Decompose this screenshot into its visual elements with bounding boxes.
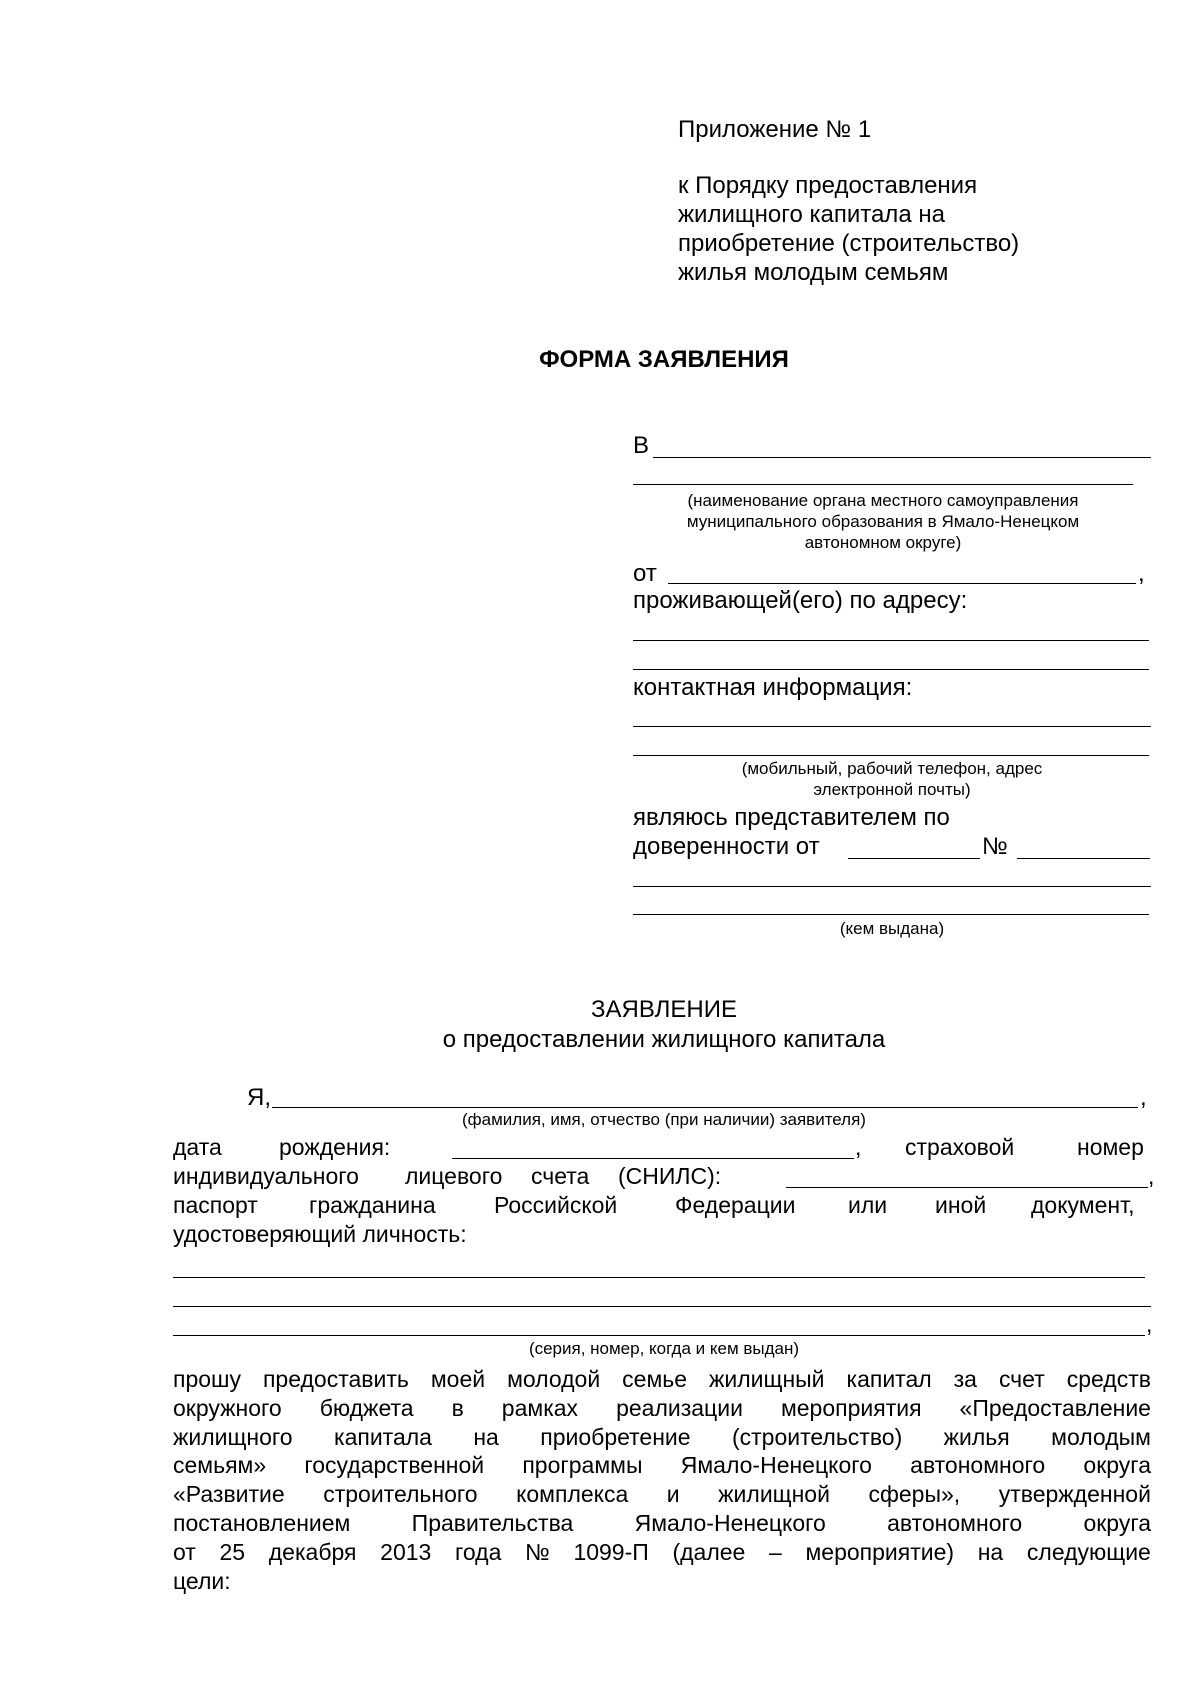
appendix-line: приобретение (строительство) xyxy=(678,230,1020,257)
paragraph-word: приобретение xyxy=(540,1423,691,1450)
paragraph-line xyxy=(173,1454,1151,1477)
paragraph-word: комплекса xyxy=(516,1481,629,1508)
comma: , xyxy=(1146,1311,1153,1337)
number-sign: № xyxy=(982,833,1008,860)
paragraph-word: молодой xyxy=(507,1366,601,1392)
paragraph-word: автономного xyxy=(910,1452,1046,1479)
full-name-hint: (фамилия, имя, отчество (при наличии) заявителя) xyxy=(462,1110,866,1129)
paragraph-word: реализации xyxy=(616,1394,743,1421)
paragraph-word: средств xyxy=(1066,1366,1151,1392)
contact-label: контактная информация: xyxy=(633,674,913,701)
paragraph-word: рамках xyxy=(501,1394,579,1421)
paragraph-word: моей xyxy=(430,1366,486,1392)
authority-field-line[interactable] xyxy=(633,484,1133,485)
appendix-line: к Порядку предоставления xyxy=(678,172,978,199)
birth-date-field-line[interactable] xyxy=(452,1158,854,1159)
paragraph-word: семьям» xyxy=(173,1452,267,1479)
comma: , xyxy=(1138,560,1145,587)
paragraph-word: 1099-П xyxy=(573,1538,649,1565)
passport-word: гражданина xyxy=(309,1192,436,1218)
attorney-date-field-line[interactable] xyxy=(848,858,980,859)
authority-field-line[interactable] xyxy=(653,457,1151,458)
statement-title: ЗАЯВЛЕНИЕ xyxy=(591,996,737,1023)
passport-hint: (серия, номер, когда и кем выдан) xyxy=(528,1339,800,1358)
comma: , xyxy=(1148,1163,1155,1189)
paragraph-line xyxy=(173,1368,1151,1391)
authority-hint: муниципального образования в Ямало-Ненецком xyxy=(686,512,1080,531)
paragraph-word: декабря xyxy=(268,1538,357,1565)
paragraph-word: жилищный xyxy=(709,1366,825,1392)
comma: , xyxy=(855,1134,862,1160)
attorney-number-field-line[interactable] xyxy=(1017,858,1150,859)
paragraph-word: от xyxy=(173,1538,196,1565)
paragraph-word: жилищной xyxy=(718,1481,830,1508)
paragraph-word: «Предоставление xyxy=(959,1394,1151,1421)
paragraph-word: Ямало-Ненецкого xyxy=(680,1452,872,1479)
passport-field-line[interactable] xyxy=(173,1335,1145,1336)
paragraph-word: окружного xyxy=(173,1394,282,1421)
paragraph-word: Ямало-Ненецкого xyxy=(634,1510,826,1536)
paragraph-line xyxy=(173,1512,1151,1535)
paragraph-word: – xyxy=(769,1538,782,1565)
paragraph-word: Правительства xyxy=(411,1510,574,1536)
contact-field-line[interactable] xyxy=(633,755,1149,756)
birth-word: дата xyxy=(173,1134,222,1160)
paragraph-word: и xyxy=(666,1481,680,1508)
statement-subtitle: о предоставлении жилищного капитала xyxy=(442,1026,886,1053)
paragraph-word: (строительство) xyxy=(731,1423,903,1450)
comma: , xyxy=(1140,1084,1147,1111)
paragraph-word: постановлением xyxy=(173,1510,351,1536)
authority-hint: автономном округе) xyxy=(804,533,962,552)
paragraph-word: на xyxy=(977,1538,1004,1565)
issued-by-field-line[interactable] xyxy=(633,886,1151,887)
snils-word: счета xyxy=(531,1163,590,1189)
paragraph-word: государственной xyxy=(304,1452,485,1479)
appendix-line: жилищного капитала на xyxy=(678,201,945,228)
paragraph-line xyxy=(173,1394,1151,1421)
passport-word: документ, xyxy=(1031,1192,1135,1218)
insurance-word: номер xyxy=(1077,1134,1144,1160)
address-field-line[interactable] xyxy=(633,669,1149,670)
paragraph-word: мероприятия xyxy=(780,1394,922,1421)
snils-word: (СНИЛС): xyxy=(618,1163,722,1189)
i-prefix: Я, xyxy=(247,1084,271,1111)
passport-field-line[interactable] xyxy=(173,1306,1151,1307)
form-title: ФОРМА ЗАЯВЛЕНИЯ xyxy=(539,346,789,373)
authority-hint: (наименование органа местного самоуправления xyxy=(687,491,1079,510)
paragraph-line xyxy=(173,1483,1151,1506)
applicant-name-field-line[interactable] xyxy=(668,583,1136,584)
paragraph-word: мероприятие) xyxy=(805,1538,955,1565)
contact-field-line[interactable] xyxy=(633,726,1151,727)
paragraph-word: семье xyxy=(622,1366,688,1392)
paragraph-word: в xyxy=(451,1394,464,1421)
paragraph-line xyxy=(173,1538,1151,1565)
full-name-field-line[interactable] xyxy=(272,1107,1138,1108)
paragraph-word: 25 xyxy=(219,1538,246,1565)
passport-word: или xyxy=(848,1192,888,1218)
snils-field-line[interactable] xyxy=(786,1187,1148,1188)
paragraph-word: капитал xyxy=(846,1366,932,1392)
identity-label: удостоверяющий личность: xyxy=(173,1221,467,1247)
issued-by-field-line[interactable] xyxy=(633,914,1149,915)
paragraph-word: жилищного xyxy=(173,1423,293,1450)
snils-word: лицевого xyxy=(405,1163,503,1189)
paragraph-word: округа xyxy=(1083,1510,1151,1536)
appendix-number: Приложение № 1 xyxy=(678,116,872,143)
paragraph-word: предоставить xyxy=(262,1366,409,1392)
birth-word: рождения: xyxy=(279,1134,391,1160)
paragraph-word: капитала xyxy=(334,1423,432,1450)
passport-word: Российской xyxy=(494,1192,618,1218)
passport-word: Федерации xyxy=(675,1192,796,1218)
contact-hint: (мобильный, рабочий телефон, адрес xyxy=(741,759,1043,778)
paragraph-word: строительного xyxy=(323,1481,478,1508)
paragraph-word: «Развитие xyxy=(173,1481,285,1508)
address-field-line[interactable] xyxy=(633,640,1149,641)
paragraph-line xyxy=(173,1423,1151,1450)
paragraph-word: 2013 xyxy=(380,1538,432,1565)
paragraph-word: № xyxy=(525,1538,550,1565)
paragraph-word: автономного xyxy=(887,1510,1023,1536)
paragraph-word: утвержденной xyxy=(998,1481,1151,1508)
paragraph-word: программы xyxy=(522,1452,643,1479)
paragraph-word: за xyxy=(953,1366,977,1392)
paragraph-word: счет xyxy=(998,1366,1045,1392)
paragraph-word: следующие xyxy=(1026,1538,1151,1565)
paragraph-word: (далее xyxy=(672,1538,746,1565)
paragraph-word: прошу xyxy=(173,1366,241,1392)
power-of-attorney-label: доверенности от xyxy=(633,833,820,860)
paragraph-word: на xyxy=(473,1423,499,1450)
passport-word: паспорт xyxy=(173,1192,258,1218)
to-prefix: В xyxy=(633,432,650,459)
snils-word: индивидуального xyxy=(173,1163,359,1189)
residing-label: проживающей(его) по адресу: xyxy=(633,587,968,614)
paragraph-word: бюджета xyxy=(319,1394,414,1421)
passport-field-line[interactable] xyxy=(173,1277,1145,1278)
insurance-word: страховой xyxy=(905,1134,1015,1160)
representative-label: являюсь представителем по xyxy=(633,804,950,831)
from-prefix: от xyxy=(633,560,657,587)
paragraph-word: года xyxy=(455,1538,502,1565)
contact-hint: электронной почты) xyxy=(813,780,971,799)
paragraph-word: жилья xyxy=(943,1423,1010,1450)
paragraph-word: сферы», xyxy=(868,1481,961,1508)
passport-word: иной xyxy=(935,1192,987,1218)
appendix-line: жилья молодым семьям xyxy=(678,259,949,286)
paragraph-word: округа xyxy=(1083,1452,1151,1479)
issued-by-hint: (кем выдана) xyxy=(839,919,945,938)
purposes-label: цели: xyxy=(173,1568,231,1594)
paragraph-word: молодым xyxy=(1051,1423,1151,1450)
